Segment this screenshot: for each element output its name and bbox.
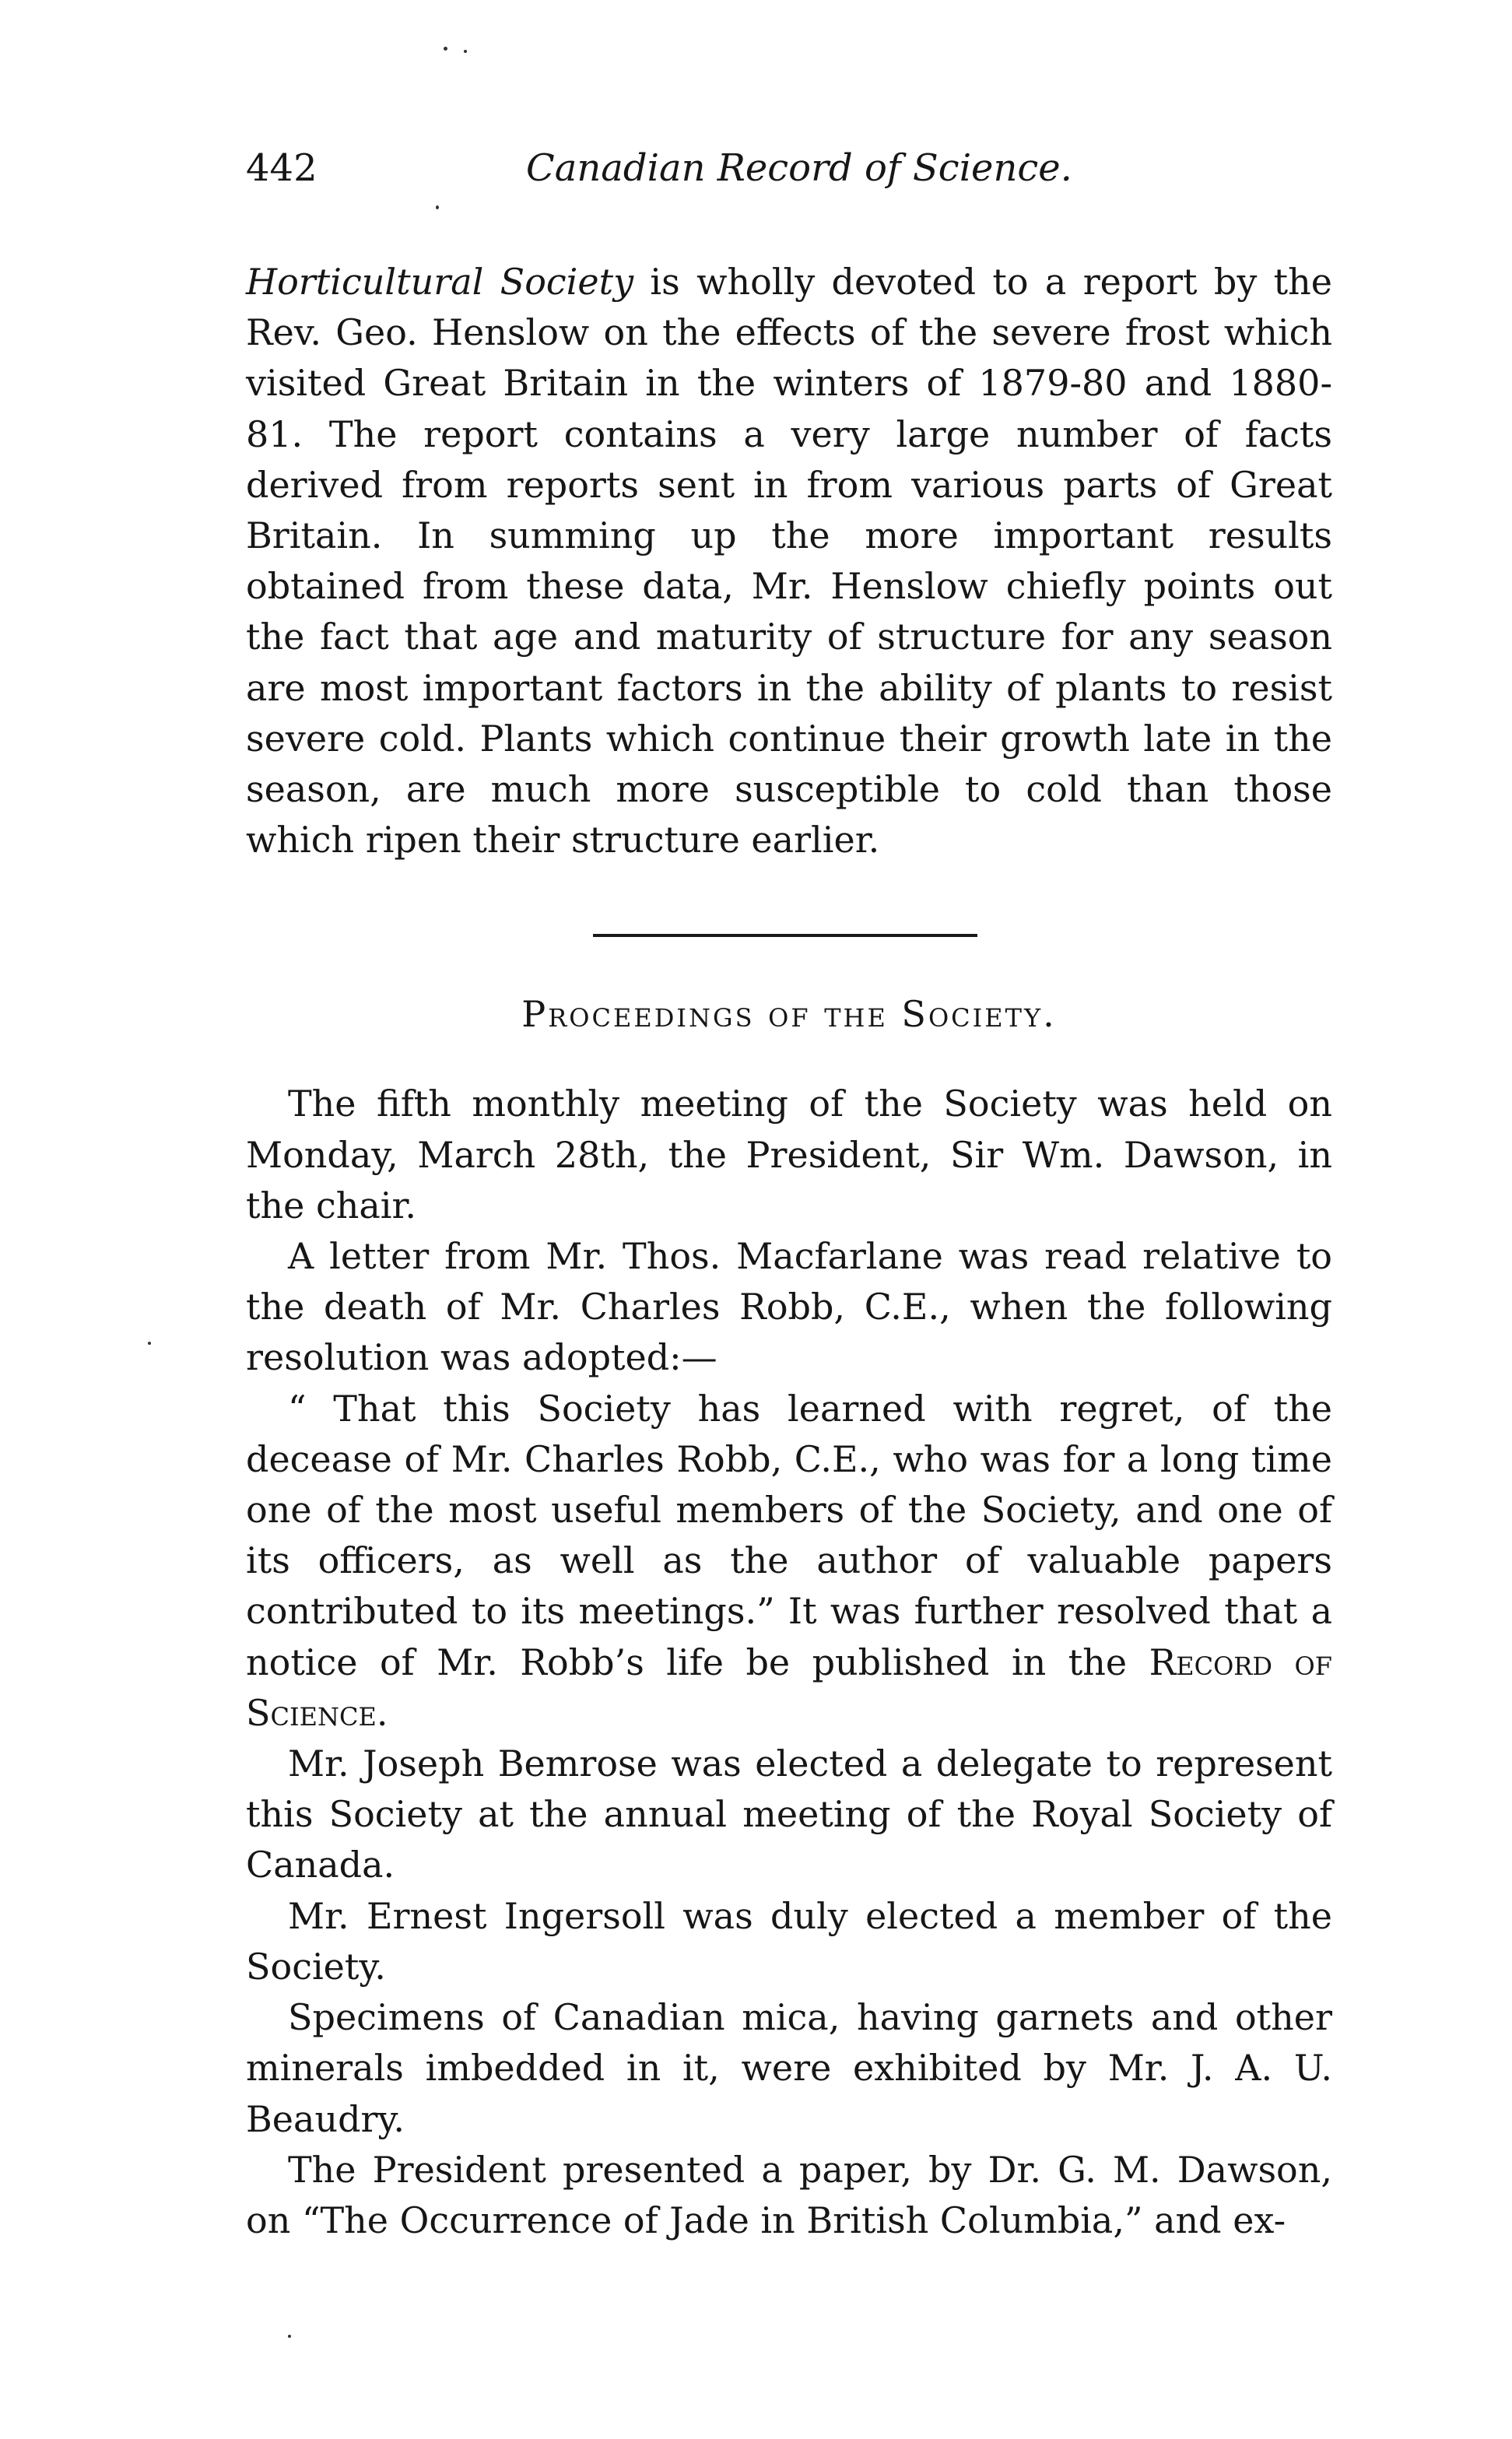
paragraph-delegate: Mr. Joseph Bemrose was elected a delegate to represent this Society at the annual meeting of the Royal Society of Canada. — [246, 1742, 1332, 1886]
print-speck — [148, 1342, 151, 1345]
paragraph-specimens: Specimens of Canadian mica, having garnets and other minerals imbedded in it, were exhibited by Mr. J. A. U. Beaudry. — [246, 1996, 1332, 2140]
paragraph-resolution — [246, 1384, 1332, 1739]
continuation-paragraph — [246, 257, 1332, 865]
journal-title: Canadian Record of Science. — [526, 146, 1072, 190]
print-speck — [436, 205, 439, 209]
paragraph-letter: A letter from Mr. Thos. Macfarlane was read relative to the death of Mr. Charles Robb, C.E., when the following resolution was adopted:— — [246, 1235, 1332, 1379]
record-of-science-title: Record of Science — [246, 1641, 1332, 1734]
society-name: Horticultural Society — [246, 261, 634, 303]
document-page — [246, 140, 1332, 2246]
paragraph-paper: The President presented a paper, by Dr. G. M. Dawson, on “The Occurrence of Jade in British Columbia,” and ex- — [246, 2148, 1332, 2241]
running-head — [246, 140, 1332, 199]
resolution-end: . — [376, 1691, 388, 1734]
section-heading: Proceedings of the Society. — [521, 993, 1057, 1036]
print-speck — [444, 47, 447, 51]
print-speck — [464, 50, 467, 53]
page-number: 442 — [246, 146, 317, 190]
section-divider — [593, 934, 977, 937]
paragraph-meeting: The fifth monthly meeting of the Society was held on Monday, March 28th, the President, Sir Wm. Dawson, in the chair. — [246, 1083, 1332, 1227]
print-speck — [288, 2335, 291, 2338]
resolution-text: “ That this Society has learned with regret, of the decease of Mr. Charles Robb, C.E., who was for a long time one of the most useful members of the Society, and one of its officers, as well as the author of valuable papers contributed to its meetings.” It was further resolved that a notice of Mr. Robb’s life be published in the — [246, 1387, 1332, 1683]
continuation-text: is wholly devoted to a report by the Rev. Geo. Henslow on the effects of the severe frost which visited Great Britain in the winters of 1879-80 and 1880-81. The report contains a very large number of facts derived from reports sent in from various parts of Great Britain. In summing up the more important results obtained from these data, Mr. Henslow chiefly points out the fact that age and maturity of structure for any season are most important factors in the ability of plants to resist severe cold. Plants which continue their growth late in the season, are much more susceptible to cold than those which ripen their structure earlier. — [246, 261, 1332, 862]
paragraph-new-member: Mr. Ernest Ingersoll was duly elected a member of the Society. — [246, 1894, 1332, 1988]
